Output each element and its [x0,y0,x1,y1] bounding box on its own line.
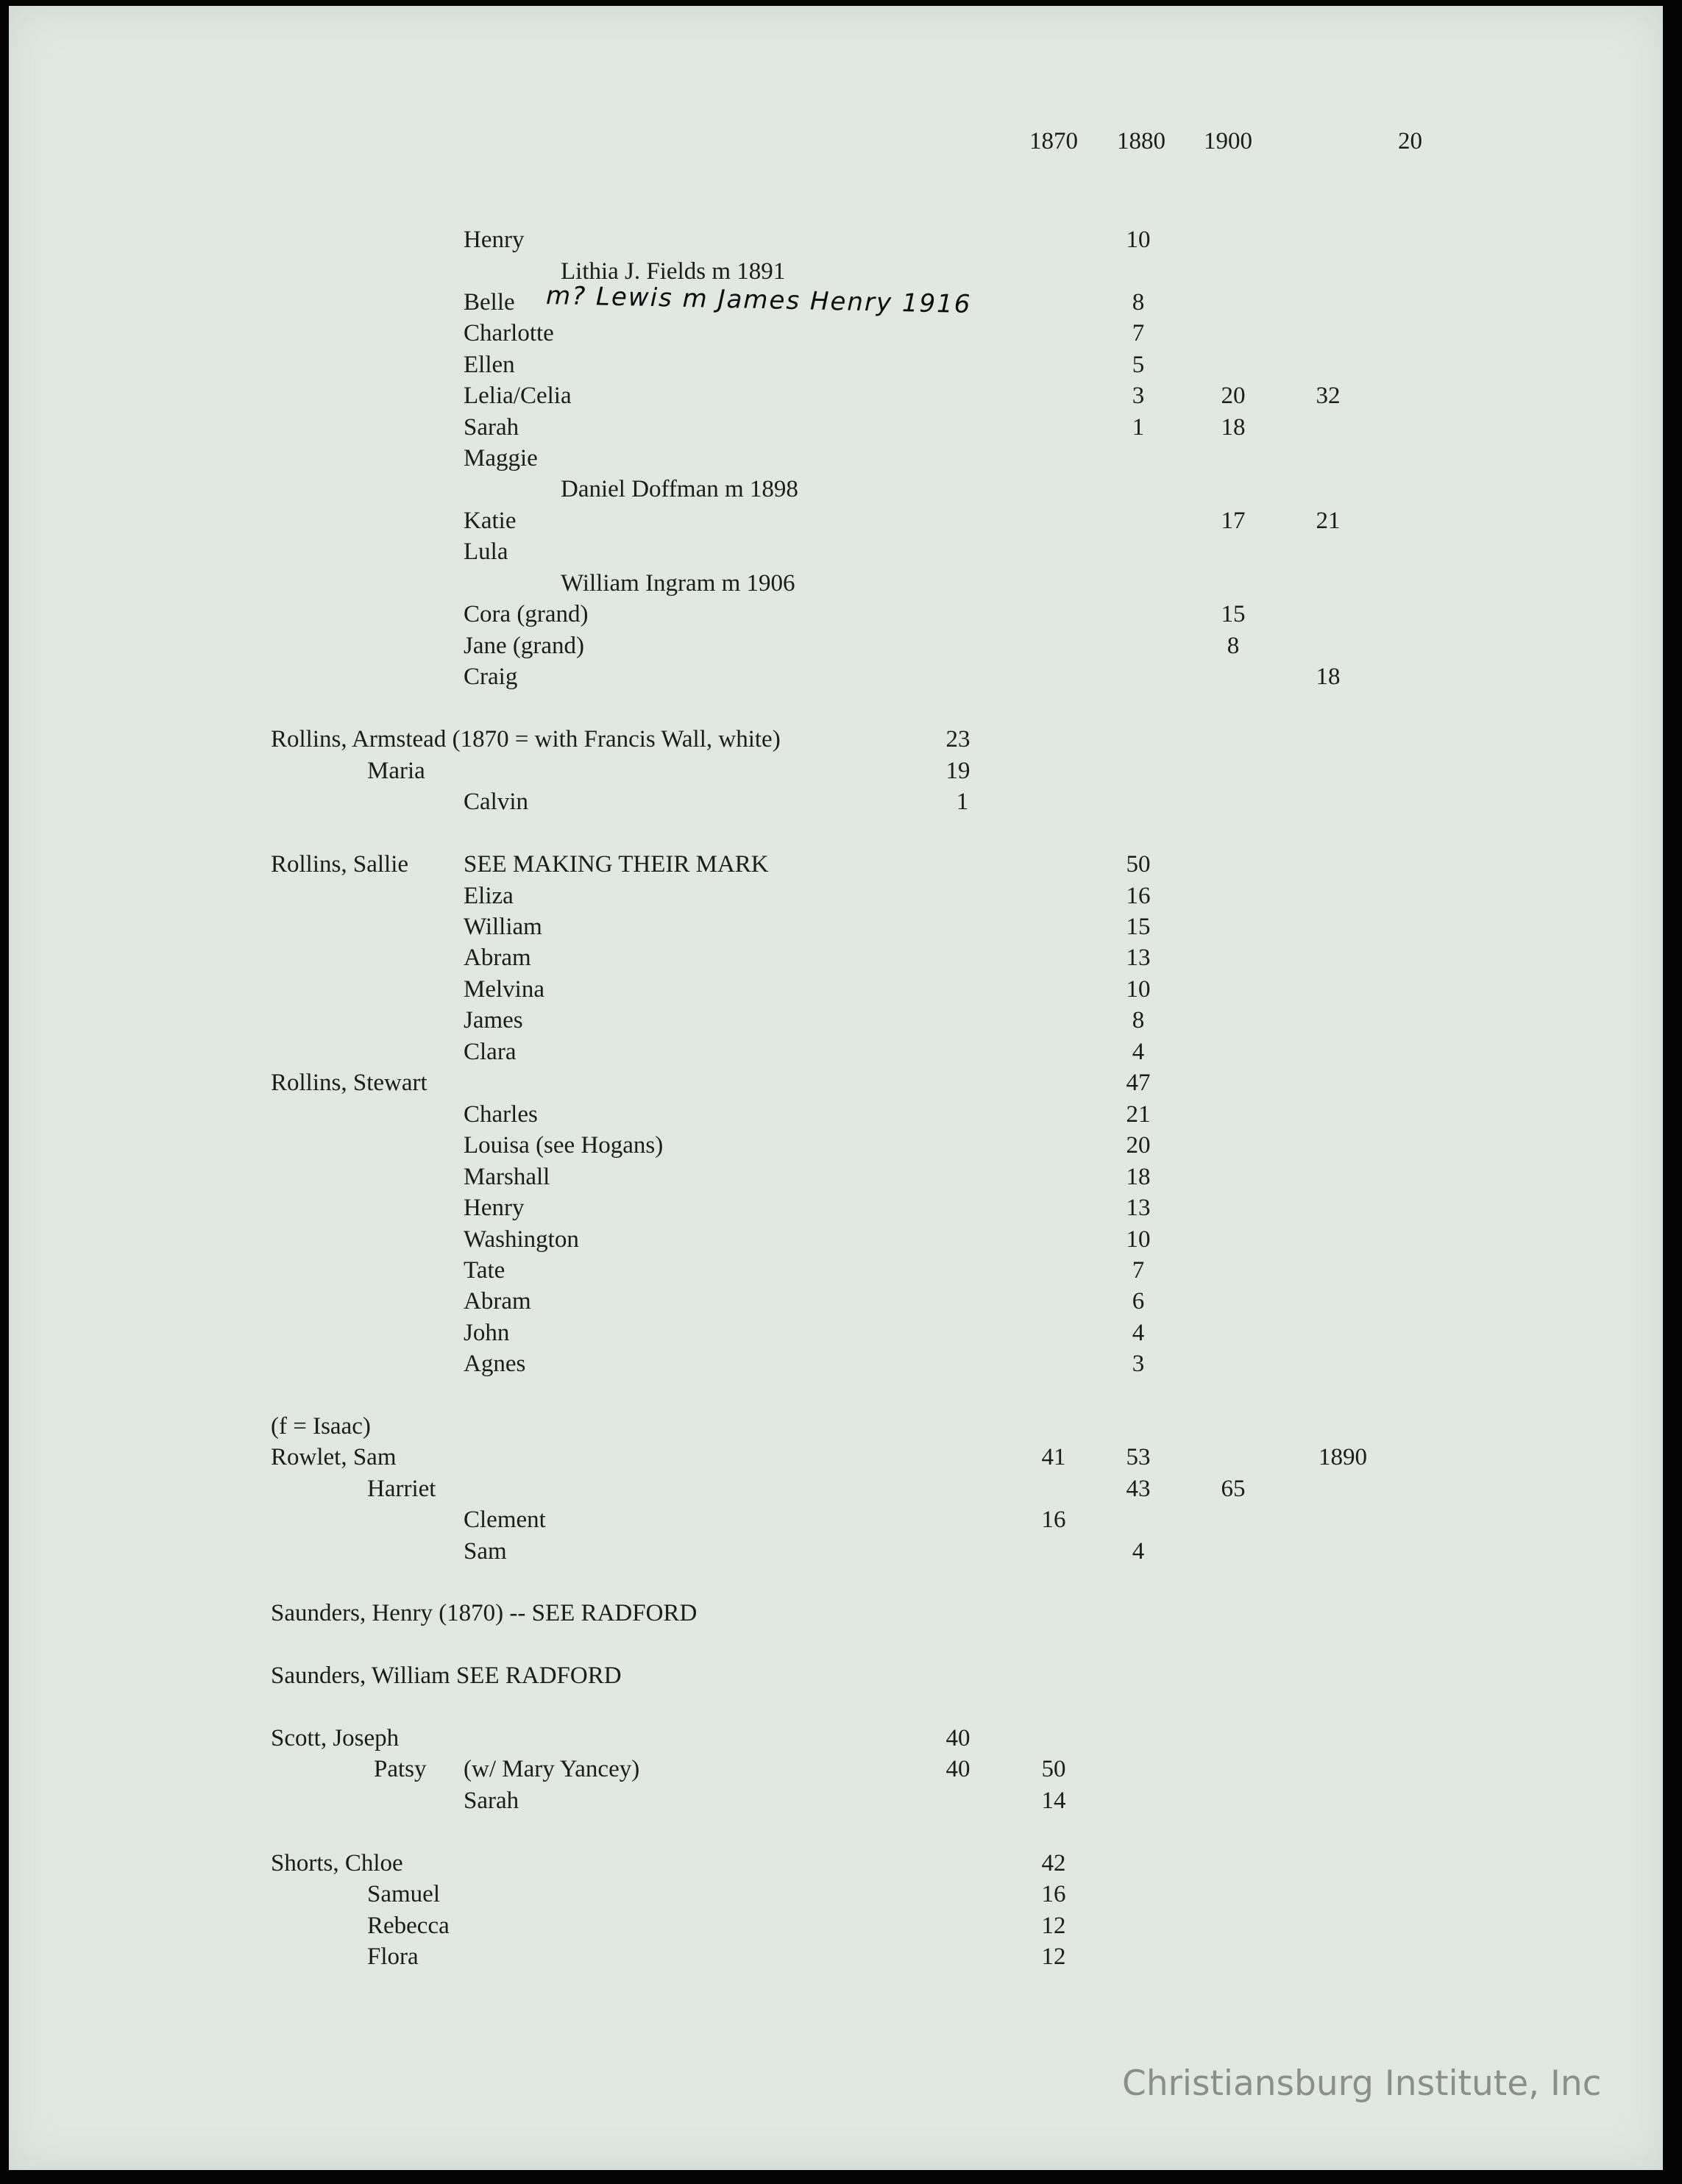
handwritten-annotation: m? Lewis m James Henry 1916 [545,280,972,320]
value-1870: 50 [1041,1756,1066,1782]
row-name: Maggie [464,445,538,472]
value-1880: 4 [1132,1039,1145,1065]
row-name: William [464,914,542,940]
value-1880: 16 [1126,883,1151,909]
value-1900: 65 [1221,1476,1246,1502]
document-page [9,6,1663,2170]
row-name: Sarah [464,414,519,441]
value-1900: 17 [1221,508,1246,534]
marriage-note: Daniel Doffman m 1898 [561,476,798,502]
watermark: Christiansburg Institute, Inc [1122,2063,1602,2104]
value-1880: 21 [1126,1101,1151,1128]
value-1870: 12 [1041,1943,1066,1970]
household-head: Saunders, Henry (1870) -- SEE RADFORD [271,1600,698,1626]
value-1880: 4 [1132,1538,1145,1565]
page-number: 20 [1398,128,1422,154]
value-1880: 6 [1132,1288,1145,1315]
value-1880: 8 [1132,1007,1145,1034]
header-1870: 1870 [1029,128,1078,154]
row-name: Marshall [464,1164,550,1190]
value-1880: 10 [1126,1226,1151,1253]
value-1880: 18 [1126,1164,1151,1190]
row-name: Cora (grand) [464,601,589,627]
value-1880: 3 [1132,1351,1145,1377]
row-name: Flora [367,1943,419,1970]
row-note: (w/ Mary Yancey) [464,1756,640,1782]
value-1870: 42 [1041,1850,1066,1877]
household-head: Rowlet, Sam [271,1444,397,1470]
row-name: Henry [464,1195,525,1221]
value-1880: 1 [1132,414,1145,441]
value-1880: 8 [1132,289,1145,316]
value-1870: 14 [1041,1788,1066,1814]
row-name: Jane (grand) [464,633,585,659]
row-name: Tate [464,1257,505,1284]
value-1910: 1890 [1319,1444,1367,1470]
row-name: Sam [464,1538,507,1565]
value-1860: 19 [945,758,970,784]
value-1880: 7 [1132,320,1145,346]
value-1900: 8 [1227,633,1240,659]
value-1880: 20 [1126,1132,1151,1159]
row-name: Abram [464,945,531,971]
value-1860: 23 [945,726,970,753]
row-name: Lelia/Celia [464,383,572,409]
household-head: Rollins, Armstead (1870 = with Francis Wall, white) [271,726,781,753]
value-1910: 18 [1316,664,1341,690]
value-1880: 50 [1126,851,1151,878]
value-1880: 3 [1132,383,1145,409]
value-1870: 12 [1041,1913,1066,1939]
value-1860: 1 [956,789,969,815]
household-head: Rollins, Stewart [271,1070,427,1096]
row-name: Maria [367,758,425,784]
row-name: Charlotte [464,320,554,346]
household-head: Saunders, William SEE RADFORD [271,1662,622,1689]
row-name: Melvina [464,976,544,1003]
row-name: Eliza [464,883,514,909]
marriage-note: William Ingram m 1906 [561,570,795,597]
row-name: James [464,1007,523,1034]
marriage-note: Lithia J. Fields m 1891 [561,258,786,285]
value-1860: 40 [945,1725,970,1751]
value-1880: 4 [1132,1320,1145,1346]
value-1880: 43 [1126,1476,1151,1502]
header-1900: 1900 [1204,128,1252,154]
row-name: Harriet [367,1476,436,1502]
household-head: Scott, Joseph [271,1725,400,1751]
header-1880: 1880 [1117,128,1165,154]
value-1870: 41 [1041,1444,1066,1470]
value-1900: 15 [1221,601,1246,627]
father-note: (f = Isaac) [271,1413,371,1440]
row-name: Samuel [367,1881,440,1907]
value-1900: 20 [1221,383,1246,409]
value-1880: 15 [1126,914,1151,940]
row-name: Washington [464,1226,579,1253]
row-name: Belle [464,289,515,316]
row-name: Sarah [464,1788,519,1814]
row-name: Patsy [374,1756,427,1782]
row-name: Henry [464,227,525,253]
value-1870: 16 [1041,1881,1066,1907]
value-1880: 7 [1132,1257,1145,1284]
value-1880: 47 [1126,1070,1151,1096]
value-1880: 10 [1126,227,1151,253]
value-1910: 21 [1316,508,1341,534]
value-1880: 13 [1126,945,1151,971]
value-1860: 40 [945,1756,970,1782]
row-name: John [464,1320,510,1346]
row-name: Lula [464,538,508,565]
row-name: Agnes [464,1351,526,1377]
household-head: Rollins, Sallie [271,851,409,878]
row-name: Charles [464,1101,538,1128]
row-name: Rebecca [367,1913,450,1939]
row-name: Louisa (see Hogans) [464,1132,664,1159]
value-1880: 5 [1132,352,1145,378]
row-name: Abram [464,1288,531,1315]
value-1900: 18 [1221,414,1246,441]
row-name: Clara [464,1039,517,1065]
value-1910: 32 [1316,383,1341,409]
row-name: Ellen [464,352,515,378]
row-name: Katie [464,508,517,534]
household-head: Shorts, Chloe [271,1850,403,1877]
value-1880: 10 [1126,976,1151,1003]
value-1870: 16 [1041,1507,1066,1533]
row-name: Craig [464,664,518,690]
cross-reference: SEE MAKING THEIR MARK [464,851,769,878]
row-name: Calvin [464,789,528,815]
value-1880: 53 [1126,1444,1151,1470]
value-1880: 13 [1126,1195,1151,1221]
row-name: Clement [464,1507,546,1533]
